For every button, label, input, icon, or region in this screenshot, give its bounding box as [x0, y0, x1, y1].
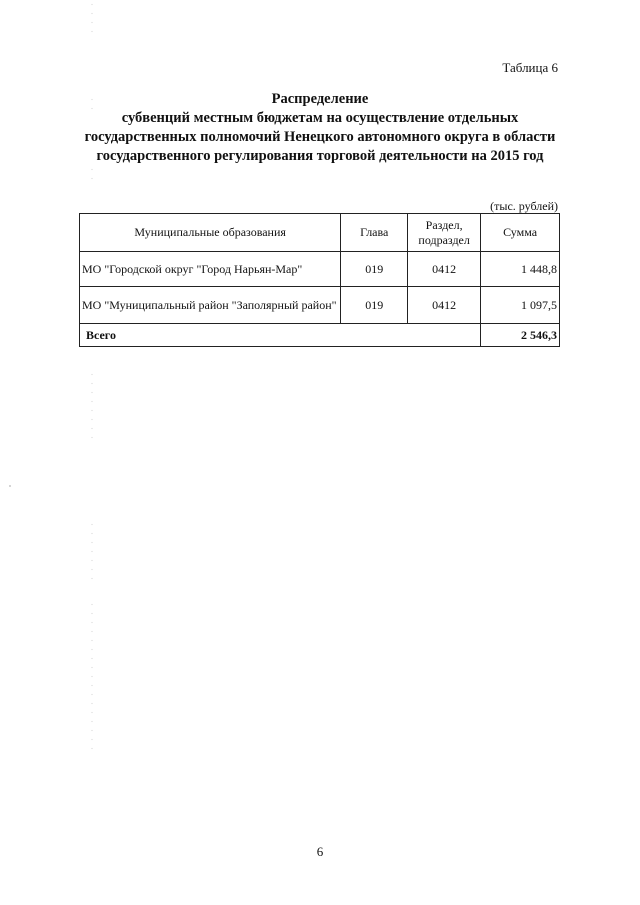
total-sum: 2 546,3	[481, 324, 560, 347]
cell-chapter: 019	[341, 252, 408, 287]
cell-chapter: 019	[341, 287, 408, 324]
subvention-table	[79, 213, 560, 347]
table-row	[80, 287, 560, 324]
title-line: государственных полномочий Ненецкого автономного округа в области	[84, 129, 556, 145]
scan-artifact	[91, 370, 93, 440]
header-municipality: Муниципальные образования	[80, 214, 341, 252]
header-section	[408, 214, 481, 252]
title-line: Распределение	[271, 91, 369, 107]
scan-artifact	[91, 0, 93, 40]
table-header-row	[80, 214, 560, 252]
header-section-line: подраздел	[418, 232, 470, 247]
cell-section: 0412	[408, 252, 481, 287]
cell-sum: 1 448,8	[481, 252, 560, 287]
document-title	[60, 90, 580, 166]
header-chapter: Глава	[341, 214, 408, 252]
table-number-label: Таблица 6	[502, 60, 558, 75]
scan-artifact	[91, 600, 93, 750]
scan-artifact	[91, 520, 93, 580]
cell-municipality: МО "Городской округ "Город Нарьян-Мар"	[80, 252, 341, 287]
title-line: субвенций местным бюджетам на осуществление отдельных	[121, 110, 519, 126]
title-line: государственного регулирования торговой деятельности на 2015 год	[96, 148, 544, 164]
header-sum: Сумма	[481, 214, 560, 252]
scan-artifact	[91, 165, 93, 185]
units-note: (тыс. рублей)	[490, 199, 558, 213]
scan-artifact	[9, 485, 11, 487]
table-total-row	[80, 324, 560, 347]
table-row	[80, 252, 560, 287]
cell-sum: 1 097,5	[481, 287, 560, 324]
cell-section: 0412	[408, 287, 481, 324]
header-section-line: Раздел,	[425, 217, 463, 232]
page-number: 6	[316, 844, 324, 859]
total-label: Всего	[80, 324, 481, 347]
cell-municipality: МО "Муниципальный район "Заполярный район"	[80, 287, 341, 324]
